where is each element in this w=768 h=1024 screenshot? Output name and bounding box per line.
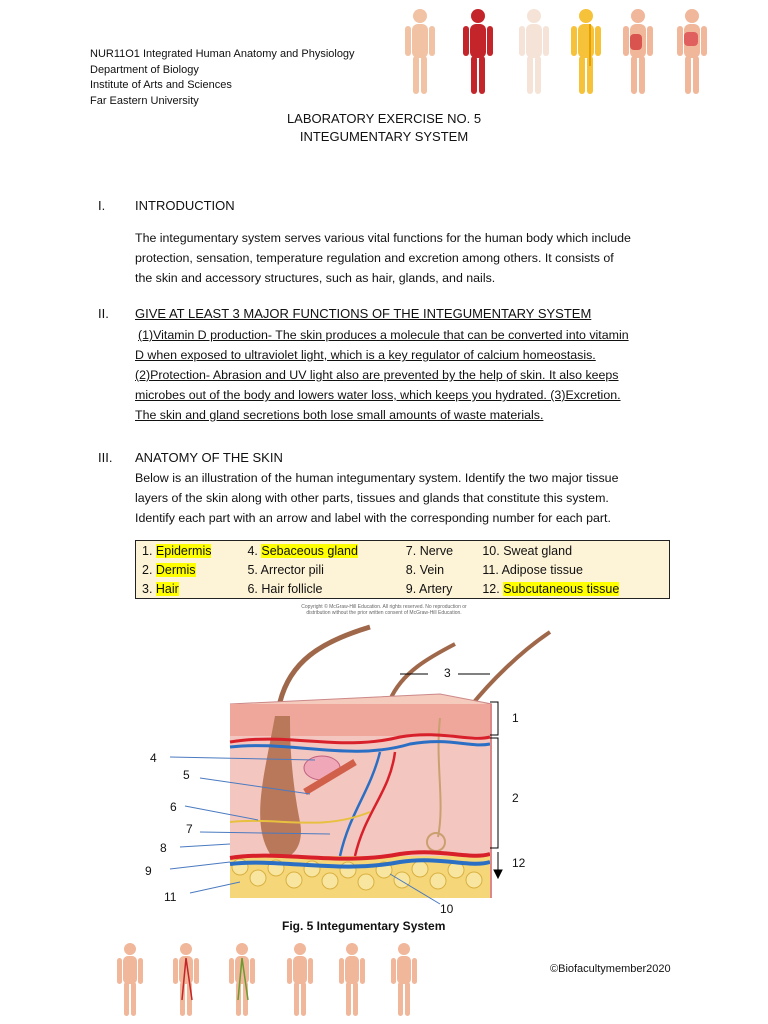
hair-shaft: [470, 632, 550, 707]
section-title-functions: GIVE AT LEAST 3 MAJOR FUNCTIONS OF THE INTEGUMENTARY SYSTEM: [135, 306, 592, 321]
figure-label-5: 5: [183, 768, 190, 782]
section-number-1: I.: [98, 198, 106, 213]
parts-table-row: [136, 579, 670, 599]
figure-label-8: 8: [160, 841, 167, 855]
figure-label-3: 3: [444, 666, 451, 680]
figure-caption: Fig. 5 Integumentary System: [282, 919, 446, 933]
copyright-line: Copyright © McGraw-Hill Education. All rights reserved. No reproduction or: [301, 604, 467, 610]
text-line: The integumentary system serves various vital functions for the human body which include: [135, 231, 631, 245]
part-number: 12.: [482, 581, 504, 596]
part-number: 2.: [142, 562, 156, 577]
parts-table-cell: [476, 560, 669, 579]
part-number: 6.: [247, 581, 262, 596]
part-number: 10.: [482, 543, 504, 558]
parts-table-row: [136, 541, 670, 561]
part-name: Dermis: [155, 562, 196, 577]
part-name: Sebaceous gland: [261, 543, 358, 558]
parts-table-cell: [400, 541, 477, 561]
skin-cross-section-illustration: [140, 622, 560, 922]
part-number: 7.: [405, 543, 420, 558]
exercise-number: LABORATORY EXERCISE NO. 5: [286, 111, 482, 126]
copyright-line: distribution without the prior written consent of McGraw-Hill Education.: [306, 610, 462, 616]
text-line: the skin and accessory structures, such as hair, glands, and nails.: [135, 271, 496, 285]
part-number: 11.: [482, 562, 502, 577]
anatomy-instructions: [135, 468, 679, 528]
part-name: Nerve: [419, 543, 454, 558]
figure-label-2: 2: [512, 791, 519, 805]
text-line: The skin and gland secretions both lose small amounts of waste materials.: [135, 408, 544, 422]
part-name: Subcutaneous tissue: [503, 581, 620, 596]
part-name: Hair follicle: [261, 581, 323, 596]
part-name: Epidermis: [155, 543, 212, 558]
parts-table-cell: [136, 541, 242, 561]
part-name: Artery: [419, 581, 453, 596]
header-department: Department of Biology: [90, 63, 199, 76]
figure-label-6: 6: [170, 800, 177, 814]
exercise-subject: INTEGUMENTARY SYSTEM: [299, 129, 469, 144]
figure-label-12: 12: [512, 856, 526, 870]
page-title: [0, 110, 768, 146]
header-university: Far Eastern University: [90, 94, 199, 107]
parts-table-cell: [400, 560, 477, 579]
section-number-3: III.: [98, 450, 113, 465]
figure-label-9: 9: [145, 864, 152, 878]
text-line: microbes out of the body and lowers water loss, which keeps you hydrated. (3)Excretion.: [135, 388, 621, 402]
figure-label-10: 10: [440, 902, 454, 916]
figure-label-4: 4: [150, 751, 157, 765]
part-name: Sweat gland: [503, 543, 573, 558]
body-systems-figures-bottom: [108, 940, 438, 1020]
part-number: 4.: [247, 543, 262, 558]
credit-text: ©Biofacultymember2020: [550, 963, 671, 975]
part-name: Hair: [155, 581, 179, 596]
functions-answer: [135, 325, 679, 425]
parts-table-cell: [476, 541, 669, 561]
parts-table-cell: [241, 560, 399, 579]
parts-table-cell: [400, 579, 477, 599]
parts-table-cell: [241, 579, 399, 599]
header-course: NUR11O1 Integrated Human Anatomy and Physiology: [90, 48, 355, 60]
part-number: 3.: [142, 581, 156, 596]
parts-table-cell: [476, 579, 669, 599]
figure-label-1: 1: [512, 711, 519, 725]
copyright-notice: [284, 604, 484, 616]
epidermis-layer: [230, 704, 490, 736]
section-number-2: II.: [98, 306, 109, 321]
parts-table-cell: [136, 560, 242, 579]
figure-label-7: 7: [186, 822, 193, 836]
body-systems-figures-top: [398, 6, 718, 102]
part-name: Adipose tissue: [501, 562, 583, 577]
text-line: protection, sensation, temperature regulation and excretion among others. It consists of: [135, 251, 614, 265]
text-line: (2)Protection- Abrasion and UV light also are prevented by the help of skin. It also keeps: [135, 368, 619, 382]
header-institute: Institute of Arts and Sciences: [90, 79, 232, 91]
text-line: layers of the skin along with other parts, tissues and glands that constitute this system.: [135, 491, 609, 505]
part-number: 9.: [405, 581, 420, 596]
parts-table: [135, 540, 670, 599]
text-line: Identify each part with an arrow and label with the corresponding number for each part.: [135, 511, 611, 525]
introduction-paragraph: [135, 228, 679, 288]
part-number: 8.: [405, 562, 420, 577]
parts-table-row: [136, 560, 670, 579]
figure-label-11: 11: [164, 890, 177, 904]
part-number: 1.: [142, 543, 156, 558]
hair-shaft: [280, 627, 370, 702]
text-line: D when exposed to ultraviolet light, which is a key regulator of calcium homeostasis.: [135, 348, 596, 362]
parts-table-cell: [241, 541, 399, 561]
part-name: Vein: [419, 562, 445, 577]
course-header: [90, 47, 355, 109]
text-line: (1)Vitamin D production- The skin produces a molecule that can be converted into vitamin: [138, 328, 629, 342]
parts-table-cell: [136, 579, 242, 599]
part-name: Arrector pili: [260, 562, 324, 577]
section-title-introduction: INTRODUCTION: [135, 198, 235, 213]
text-line: Below is an illustration of the human integumentary system. Identify the two major tissue: [135, 471, 619, 485]
part-number: 5.: [247, 562, 261, 577]
section-title-anatomy: ANATOMY OF THE SKIN: [135, 450, 283, 465]
